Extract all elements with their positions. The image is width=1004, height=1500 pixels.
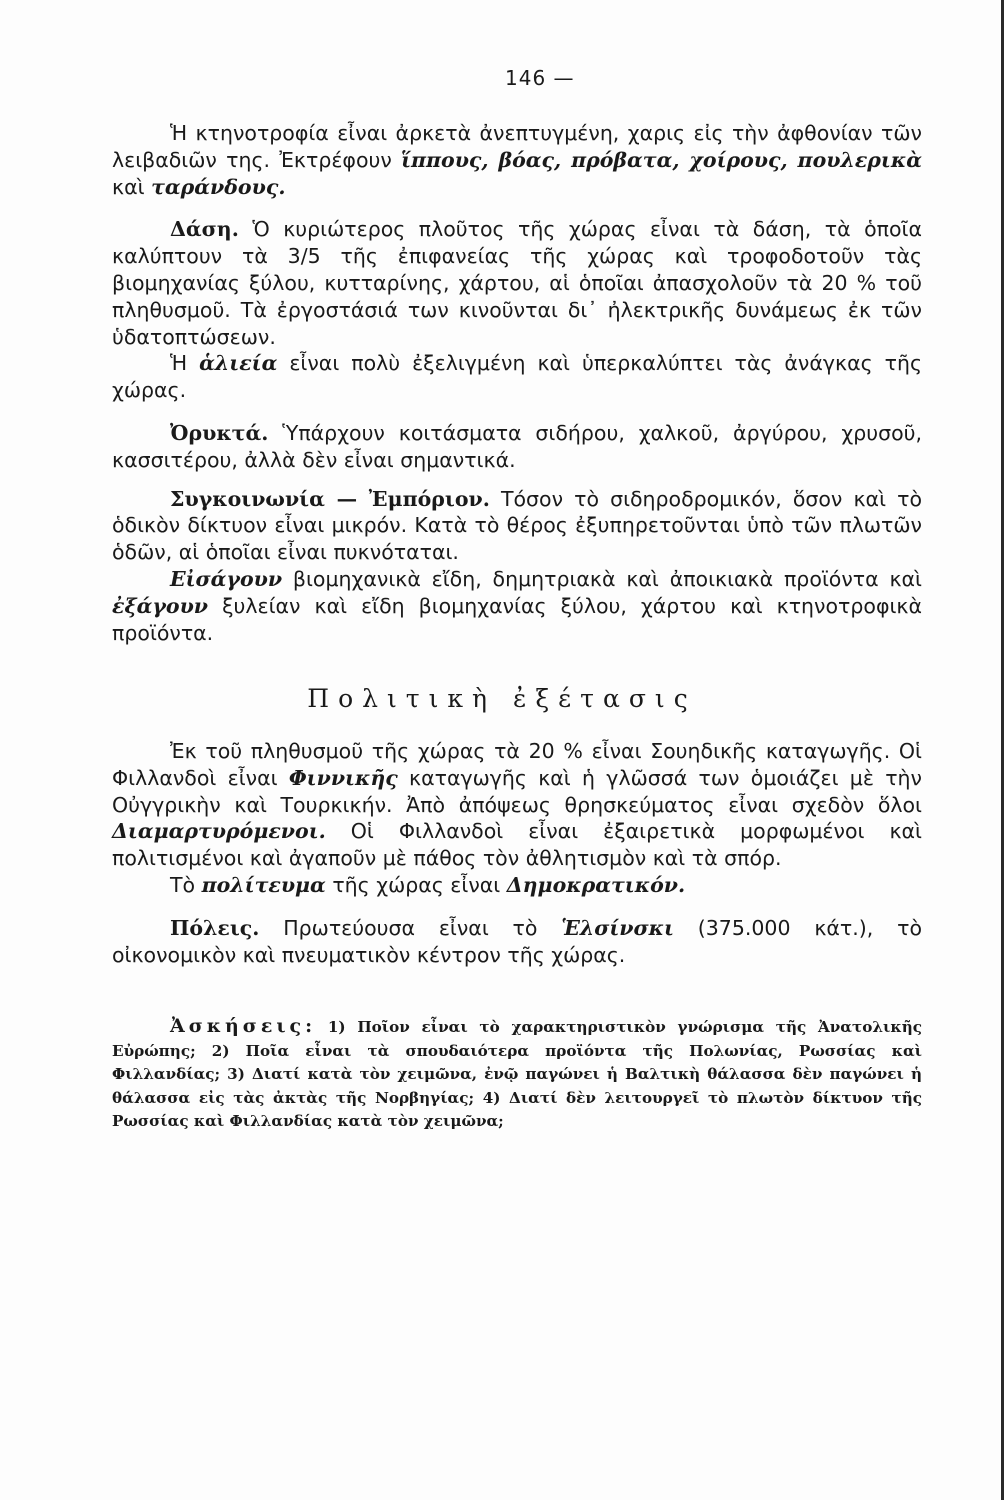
- emphasis: ἐξάγουν: [112, 593, 209, 618]
- text: Ἡ: [170, 351, 200, 376]
- text: Ὑπάρχουν κοιτάσματα σιδήρου, χαλκοῦ, ἀργύρου, χρυσοῦ, κασσιτέρου, ἀλλὰ δὲν εἶναι σημαντικά.: [112, 420, 922, 472]
- paragraph-forests: [112, 216, 922, 350]
- text: Οἱ Φιλλανδοὶ εἶναι ἐξαιρετικὰ μορφωμένοι καὶ πολιτισμένοι καὶ ἀγαποῦν μὲ πάθος τὸν ἀθλητισμὸν καὶ τὰ σπόρ.: [112, 819, 922, 871]
- text: βιομηχανικὰ εἴδη, δημητριακὰ καὶ ἀποικιακὰ προϊόντα καὶ: [282, 566, 922, 591]
- emphasis: Διαμαρτυρόμενοι.: [112, 819, 326, 844]
- heading-minerals: Ὀρυκτά.: [170, 420, 269, 445]
- paragraph-livestock: [112, 120, 922, 200]
- text: (375.000 κάτ.), τὸ οἰκονομικὸν καὶ πνευματικὸν κέντρον τῆς χώρας.: [112, 915, 922, 967]
- emphasis: Φιννικῆς: [288, 765, 398, 790]
- emphasis: Δημοκρατικόν.: [506, 872, 686, 897]
- text: Τὸ: [170, 872, 202, 897]
- paragraph-population: [112, 738, 922, 872]
- text: Πρωτεύουσα εἶναι τὸ: [259, 915, 562, 940]
- exercises-heading: Ἀσκήσεις:: [170, 1015, 317, 1037]
- section-title: Πολιτικὴ ἐξέτασις: [307, 684, 697, 713]
- heading-cities: Πόλεις.: [170, 915, 260, 940]
- text: Ὁ κυριώτερος πλοῦτος τῆς χώρας εἶναι τὰ δάση, τὰ ὁποῖα καλύπτουν τὰ 3/5 τῆς ἐπιφανείας τῆς χώρας καὶ τροφοδοτοῦν τὰς βιομηχανίας ξύλου, κυτταρίνης, χάρτου, αἱ ὁποῖαι ἀπασχολοῦν τὰ 20 % τοῦ πληθυσμοῦ. Τὰ ἐργοστάσιά των κινοῦνται δι᾽ ἠλεκτρικῆς δυνάμεως ἐκ τῶν ὑδατοπτώσεων.: [112, 217, 922, 349]
- text: Τόσον τὸ σιδηροδρομικόν, ὅσον καὶ τὸ ὁδικὸν δίκτυον εἶναι μικρόν. Κατὰ τὸ θέρος ἐξυπηρετοῦνται ὑπὸ τῶν πλωτῶν ὁδῶν, αἱ ὁποῖαι εἶναι πυκνόταται.: [112, 486, 922, 565]
- text: Ἐκ τοῦ πληθυσμοῦ τῆς χώρας τὰ 20 % εἶναι Σουηδικῆς καταγωγῆς. Οἱ Φιλλανδοὶ εἶναι: [112, 739, 922, 790]
- page-number: 146 —: [505, 66, 575, 90]
- emphasis: πολίτευμα: [201, 872, 326, 897]
- text: καὶ: [112, 174, 152, 199]
- exercises-block: [112, 1015, 922, 1134]
- economy-section: [112, 120, 922, 646]
- paragraph-minerals: [112, 420, 922, 474]
- paragraph-government: [112, 872, 922, 899]
- paragraph-fishing: [112, 350, 922, 404]
- paragraph-imports-exports: [112, 566, 922, 646]
- text: ξυλείαν καὶ εἴδη βιομηχανίας ξύλου, χάρτου καὶ κτηνοτροφικὰ προϊόντα.: [112, 593, 922, 645]
- paragraph-transport-trade: [112, 486, 922, 566]
- exercises-text: 1) Ποῖον εἶναι τὸ χαρακτηριστικὸν γνώρισμα τῆς Ἀνατολικῆς Εὐρώπης; 2) Ποῖα εἶναι τὰ σπουδαιότερα προϊόντα τῆς Πολωνίας, Ρωσσίας καὶ Φιλλανδίας; 3) Διατί κατὰ τὸν χειμῶνα, ἐνῷ παγώνει ἡ Βαλτικὴ θάλασσα δὲν παγώνει ἡ θάλασσα εἰς τὰς ἀκτὰς τῆς Νορβηγίας; 4) Διατί δὲν λειτουργεῖ τὸ πλωτὸν δίκτυον τῆς Ρωσσίας καὶ Φιλλανδίας κατὰ τὸν χειμῶνα;: [112, 1018, 922, 1130]
- emphasis: ἁλιεία: [199, 351, 278, 376]
- text: τῆς χώρας εἶναι: [325, 872, 507, 897]
- text: εἶναι πολὺ ἐξελιγμένη καὶ ὑπερκαλύπτει τὰς ἀνάγκας τῆς χώρας.: [112, 351, 922, 403]
- heading-forests: Δάση.: [170, 217, 239, 242]
- emphasis: ταράνδους.: [151, 174, 286, 199]
- political-section: [112, 738, 922, 968]
- emphasis: ἵππους, βόας, πρόβατα, χοίρους, πουλερικὰ: [401, 147, 922, 172]
- emphasis: Εἰσάγουν: [170, 566, 283, 591]
- text: Ἡ κτηνοτροφία εἶναι ἀρκετὰ ἀνεπτυγμένη, χαρις εἰς τὴν ἀφθονίαν τῶν λειβαδιῶν της. Ἐκτρέφουν: [112, 121, 922, 172]
- paragraph-cities: [112, 915, 922, 969]
- emphasis: Ἑλσίνσκι: [561, 915, 674, 940]
- text: καταγωγῆς καὶ ἡ γλῶσσά των ὁμοιάζει μὲ τὴν Οὐγγρικὴν καὶ Τουρκικήν. Ἀπὸ ἀπόψεως θρησκεύματος εἶναι σχεδὸν ὅλοι: [112, 765, 923, 817]
- heading-transport: Συγκοινωνία — Ἐμπόριον.: [170, 486, 490, 511]
